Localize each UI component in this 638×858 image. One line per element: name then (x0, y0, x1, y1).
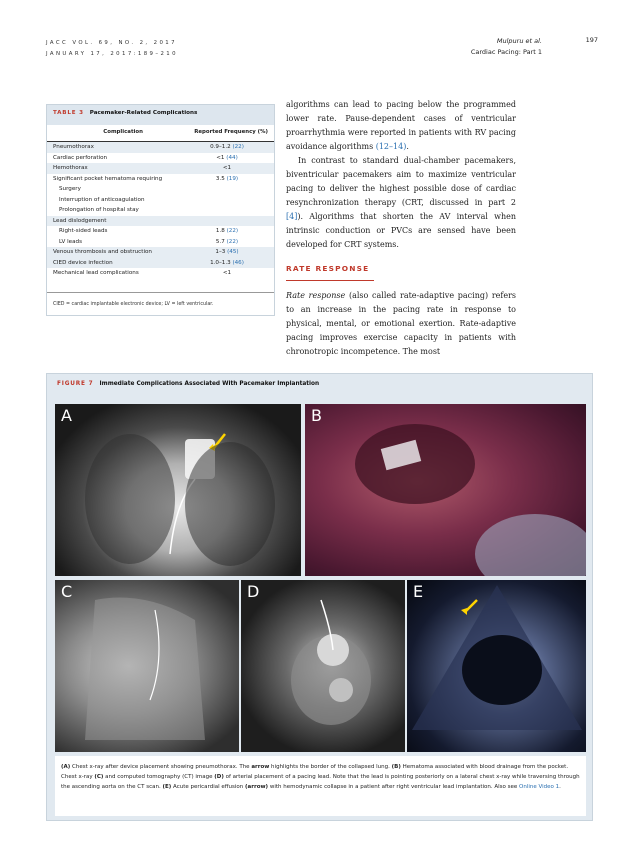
citation-link[interactable]: (22) (226, 228, 239, 234)
section-rule (286, 280, 374, 281)
table-row (47, 195, 274, 206)
col-frequency: Reported Frequency (%) (194, 129, 268, 135)
panel-letter: B (311, 406, 322, 425)
row-complication: Hemothorax (53, 165, 88, 171)
panel-d-ct-scan (241, 580, 405, 752)
figure-label: FIGURE 7 (57, 381, 94, 387)
chest-xray-image (55, 404, 301, 576)
table-row (47, 216, 274, 227)
row-complication: Prolongation of hospital stay (59, 207, 139, 213)
table-label: TABLE 3 (53, 110, 84, 116)
row-frequency: <1 (222, 165, 232, 171)
table-title-text: Pacemaker-Related Complications (89, 110, 198, 116)
video-link[interactable]: Online Video 1 (519, 784, 560, 790)
table-title (47, 105, 274, 125)
row-complication: Interruption of anticoagulation (59, 196, 145, 203)
ct-scan-image (241, 580, 405, 752)
running-head (471, 36, 542, 58)
paragraph-2: In contrast to standard dual-chamber pacemakers, biventricular pacemakers aim to maximize ventricular pacing to deliver the highest possible dose of cardiac resynchronization therapy (CRT, discussed in part 2 [4]). Algorithms that shorten the AV interval when intrinsic conduction or PVCs are sensed have been developed for CRT systems. (286, 156, 516, 249)
row-frequency: 1.0–1.3 (46) (210, 259, 244, 266)
table-row (47, 237, 274, 248)
citation-link[interactable]: (19) (226, 175, 239, 182)
paragraph-1: algorithms can lead to pacing below the programmed lower rate. Pause-dependent cases of ventricular proarrhythmia were reported in patients with RV pacing avoidance algorithms (12–14). (286, 100, 516, 151)
citation-link[interactable]: (22) (232, 144, 244, 150)
panel-letter: D (247, 582, 260, 601)
row-complication: Pneumothorax (53, 144, 94, 150)
figure-caption: (A) Chest x-ray after device placement showing pneumothorax. The arrow highlights the border of the collapsed lung. (B) Hematoma associated with blood drainage from the pocket. Chest x-ray (C) and computed tomography (CT) image (D) of arterial placement of a pacing lead. Note that the lead is pointing posteriorly on a lateral chest x-ray while traversing through the ascending aorta on the CT scan. (E) Acute pericardial effusion (arrow) with hemodynamic collapse in a patient after right ventricular lead implantation. Also see Online Video 1. (55, 756, 586, 816)
row-frequency (192, 184, 262, 195)
authors: Mulpuru et al. (496, 37, 542, 45)
citation-link[interactable]: (45) (227, 249, 239, 255)
row-frequency: 0.9–1.2 (22) (210, 144, 244, 150)
row-frequency (192, 216, 262, 227)
col-complication: Complication (103, 129, 143, 135)
table-divider (47, 292, 274, 293)
table-row (47, 258, 274, 269)
row-complication: Right-sided leads (59, 228, 108, 234)
citation-link[interactable]: (44) (226, 154, 238, 161)
row-complication: Cardiac perforation (53, 154, 108, 161)
table-3 (46, 104, 275, 316)
journal-volume: JACC VOL. 69, NO. 2, 2017 (46, 40, 177, 46)
paragraph-3: Rate response (also called rate-adaptive pacing) refers to an increase in the pacing rate in response to physical, mental, or emotional exertion. Rate-adaptive pacing improves exercise capacity in patients with chronotropic incompetence. The most (286, 291, 517, 356)
table-row (47, 174, 274, 185)
row-complication: Lead dislodgement (53, 217, 107, 224)
row-frequency: 5.7 (22) (215, 238, 239, 245)
page-number: 197 (585, 36, 598, 44)
body-text (286, 98, 516, 359)
panel-c-lateral-xray (55, 580, 239, 752)
panel-b-hematoma (305, 404, 586, 576)
row-complication: Significant pocket hematoma requiring (53, 175, 163, 182)
echo-image (407, 580, 586, 752)
panel-letter: C (61, 582, 73, 601)
row-complication: CIED device infection (53, 259, 113, 266)
figure-title (57, 381, 319, 387)
table-row (47, 247, 274, 258)
row-frequency (192, 195, 262, 206)
hematoma-photo (305, 404, 586, 576)
table-body (47, 142, 274, 279)
panel-letter: E (413, 582, 424, 601)
row-complication: Mechanical lead complications (53, 270, 139, 276)
lateral-xray-image (55, 580, 239, 752)
table-row (47, 268, 274, 279)
panel-e-echocardiogram (407, 580, 586, 752)
row-frequency: 3.5 (19) (215, 175, 239, 182)
citation-link[interactable]: (46) (232, 259, 244, 266)
citation-link[interactable]: (22) (226, 238, 239, 245)
citation-link[interactable]: [4] (286, 212, 298, 221)
table-row (47, 184, 274, 195)
journal-date: JANUARY 17, 2017:189–210 (46, 51, 178, 57)
short-title: Cardiac Pacing: Part 1 (470, 48, 542, 56)
row-frequency: 1–3 (45) (215, 249, 239, 255)
table-header-row (47, 125, 274, 142)
row-frequency: 1.8 (22) (215, 228, 239, 234)
row-complication: LV leads (59, 238, 82, 245)
table-row (47, 142, 274, 153)
table-row (47, 226, 274, 237)
figure-7 (46, 373, 593, 821)
panel-a-chest-xray (55, 404, 301, 576)
section-heading: RATE RESPONSE (286, 264, 370, 273)
row-complication: Venous thrombosis and obstruction (53, 249, 152, 255)
row-complication: Surgery (59, 186, 81, 192)
citation-link[interactable]: (12–14) (375, 142, 407, 151)
journal-header (46, 38, 178, 60)
row-frequency: <1 (222, 270, 232, 276)
row-frequency (192, 205, 262, 216)
table-row (47, 205, 274, 216)
table-footnote: CIED = cardiac implantable electronic device; LV = left ventricular. (53, 302, 214, 307)
table-row (47, 153, 274, 164)
figure-title-text: Immediate Complications Associated With Pacemaker Implantation (99, 381, 320, 387)
panel-letter: A (61, 406, 72, 425)
table-row (47, 163, 274, 174)
row-frequency: <1 (44) (216, 154, 238, 161)
